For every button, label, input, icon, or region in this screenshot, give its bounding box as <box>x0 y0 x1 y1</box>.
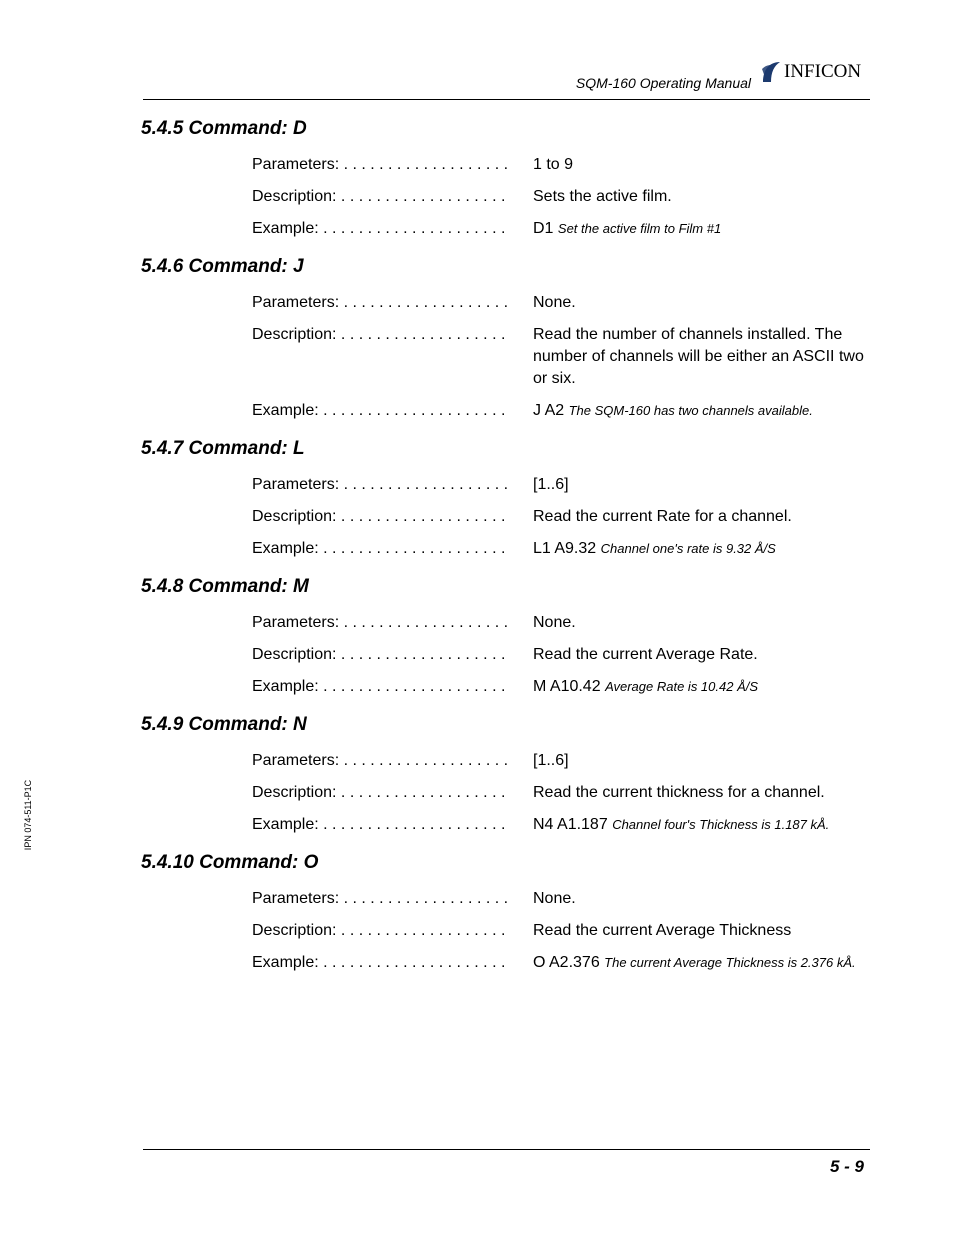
section-command-n <box>141 712 871 836</box>
parameters-row <box>252 612 871 634</box>
description-value: Read the current Average Rate. <box>533 646 758 663</box>
parameters-row <box>252 292 871 314</box>
example-note: The SQM-160 has two channels available. <box>568 403 813 418</box>
description-value: Read the number of channels installed. The number of channels will be either an ASCII two or six. <box>533 326 864 387</box>
description-label: Description: . . . . . . . . . . . . . . . . . . . <box>252 508 506 525</box>
example-note: Average Rate is 10.42 Å/S <box>605 679 759 694</box>
example-label: Example: . . . . . . . . . . . . . . . . . . . . . <box>252 954 506 971</box>
description-row <box>252 920 871 942</box>
parameters-row <box>252 750 871 772</box>
description-label: Description: . . . . . . . . . . . . . . . . . . . <box>252 784 506 801</box>
parameters-row <box>252 888 871 910</box>
description-row <box>252 186 871 208</box>
example-note: Channel one's rate is 9.32 Å/S <box>600 541 776 556</box>
description-label: Description: . . . . . . . . . . . . . . . . . . . <box>252 188 506 205</box>
description-value: Read the current thickness for a channel. <box>533 784 825 801</box>
inficon-logo-mark-icon <box>760 60 782 84</box>
section-heading: 5.4.8 Command: M <box>141 576 309 597</box>
description-value: Read the current Rate for a channel. <box>533 508 792 525</box>
document-ipn: IPN 074-511-P1C <box>23 779 33 851</box>
section-heading: 5.4.9 Command: N <box>141 714 307 735</box>
example-code: N4 A1.187 <box>533 816 608 833</box>
parameters-value: None. <box>533 890 576 907</box>
example-label: Example: . . . . . . . . . . . . . . . . . . . . . <box>252 678 506 695</box>
main-content <box>141 116 871 988</box>
example-label: Example: . . . . . . . . . . . . . . . . . . . . . <box>252 540 506 557</box>
parameters-label: Parameters: . . . . . . . . . . . . . . . . . . . <box>252 614 509 631</box>
section-command-j <box>141 254 871 422</box>
section-heading: 5.4.5 Command: D <box>141 118 307 139</box>
description-value: Read the current Average Thickness <box>533 922 792 939</box>
example-note: The current Average Thickness is 2.376 kÅ. <box>604 955 856 970</box>
parameters-label: Parameters: . . . . . . . . . . . . . . . . . . . <box>252 752 509 769</box>
example-row <box>252 400 871 422</box>
description-row <box>252 782 871 804</box>
example-code: D1 <box>533 220 554 237</box>
example-row <box>252 814 871 836</box>
example-label: Example: . . . . . . . . . . . . . . . . . . . . . <box>252 402 506 419</box>
description-label: Description: . . . . . . . . . . . . . . . . . . . <box>252 646 506 663</box>
description-value: Sets the active film. <box>533 188 672 205</box>
description-label: Description: . . . . . . . . . . . . . . . . . . . <box>252 922 506 939</box>
parameters-label: Parameters: . . . . . . . . . . . . . . . . . . . <box>252 890 509 907</box>
example-value <box>533 676 869 698</box>
section-heading: 5.4.6 Command: J <box>141 256 304 277</box>
example-code: M A10.42 <box>533 678 601 695</box>
example-code: L1 A9.32 <box>533 540 597 557</box>
section-command-l <box>141 436 871 560</box>
section-command-m <box>141 574 871 698</box>
example-value <box>533 400 869 422</box>
parameters-label: Parameters: . . . . . . . . . . . . . . . . . . . <box>252 476 509 493</box>
parameters-value: 1 to 9 <box>533 156 574 173</box>
example-code: O A2.376 <box>533 954 600 971</box>
description-row <box>252 324 871 390</box>
description-row <box>252 644 871 666</box>
example-label: Example: . . . . . . . . . . . . . . . . . . . . . <box>252 220 506 237</box>
parameters-row <box>252 154 871 176</box>
parameters-row <box>252 474 871 496</box>
example-row <box>252 538 871 560</box>
example-row <box>252 676 871 698</box>
section-heading: 5.4.7 Command: L <box>141 438 305 459</box>
section-command-d <box>141 116 871 240</box>
manual-title: SQM-160 Operating Manual <box>575 75 751 91</box>
inficon-logo <box>760 60 861 84</box>
example-value <box>533 952 869 974</box>
logo-wordmark: INFICON <box>784 61 862 82</box>
example-row <box>252 952 871 974</box>
example-note: Set the active film to Film #1 <box>557 221 722 236</box>
parameters-label: Parameters: . . . . . . . . . . . . . . . . . . . <box>252 294 509 311</box>
example-value <box>533 538 869 560</box>
header-rule <box>143 99 870 100</box>
example-value <box>533 814 869 836</box>
example-value <box>533 218 869 240</box>
parameters-value: None. <box>533 294 576 311</box>
section-command-o <box>141 850 871 974</box>
parameters-value: [1..6] <box>533 752 569 769</box>
parameters-label: Parameters: . . . . . . . . . . . . . . . . . . . <box>252 156 509 173</box>
page-number: 5 - 9 <box>829 1157 864 1176</box>
example-code: J A2 <box>533 402 565 419</box>
parameters-value: [1..6] <box>533 476 569 493</box>
description-row <box>252 506 871 528</box>
example-note: Channel four's Thickness is 1.187 kÅ. <box>612 817 830 832</box>
parameters-value: None. <box>533 614 576 631</box>
description-label: Description: . . . . . . . . . . . . . . . . . . . <box>252 326 506 343</box>
example-row <box>252 218 871 240</box>
footer-rule <box>143 1149 870 1150</box>
example-label: Example: . . . . . . . . . . . . . . . . . . . . . <box>252 816 506 833</box>
section-heading: 5.4.10 Command: O <box>141 852 319 873</box>
